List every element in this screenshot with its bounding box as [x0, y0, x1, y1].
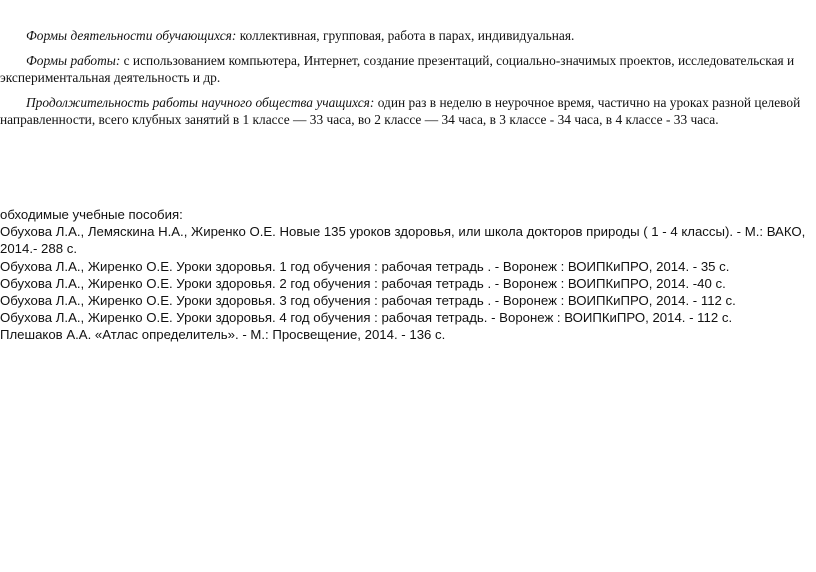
activity-forms-paragraph [0, 27, 810, 44]
literature-item: Плешаков А.А. «Атлас определитель». - М.: Просвещение, 2014. - 136 с. [0, 327, 446, 343]
duration-text: один раз в неделю в неурочное время, частично на уроках разной целевой направленности, всего клубных занятий в 1 классе — 33 часа, во 2 классе — 34 часа, в 3 классе - 34 часа, в 4 классе - 33 часа. [0, 95, 801, 127]
literature-list [0, 206, 810, 344]
duration-label: Продолжительность работы научного общества учащихся: [26, 95, 375, 110]
literature-item: Обухова Л.А., Жиренко О.Е. Уроки здоровья. 1 год обучения : рабочая тетрадь . - Воронеж : ВОИПКиПРО, 2014. - 35 с. [0, 258, 730, 274]
literature-item: Обухова Л.А., Жиренко О.Е. Уроки здоровья. 2 год обучения : рабочая тетрадь . - Воронеж : ВОИПКиПРО, 2014. -40 с. [0, 275, 726, 291]
literature-item: Обухова Л.А., Жиренко О.Е. Уроки здоровья. 3 год обучения : рабочая тетрадь . - Воронеж : ВОИПКиПРО, 2014. - 112 с. [0, 293, 736, 309]
activity-forms-text: коллективная, групповая, работа в парах, индивидуальная. [236, 28, 575, 43]
work-forms-label: Формы работы: [26, 53, 121, 68]
literature-item: Обухова Л.А., Лемяскина Н.А., Жиренко О.Е. Новые 135 уроков здоровья, или школа докторов природы ( 1 - 4 классы). - М.: ВАКО, 2014.- 288 с. [0, 224, 806, 257]
literature-heading: обходимые учебные пособия: [0, 207, 183, 222]
activity-forms-label: Формы деятельности обучающихся: [26, 28, 237, 43]
duration-paragraph [0, 94, 810, 128]
work-forms-paragraph [0, 52, 810, 86]
literature-item: Обухова Л.А., Жиренко О.Е. Уроки здоровья. 4 год обучения : рабочая тетрадь. - Воронеж : ВОИПКиПРО, 2014. - 112 с. [0, 310, 733, 326]
work-forms-text: с использованием компьютера, Интернет, создание презентаций, социально-значимых проектов, исследовательская и экспериментальная деятельность и др. [0, 53, 795, 85]
